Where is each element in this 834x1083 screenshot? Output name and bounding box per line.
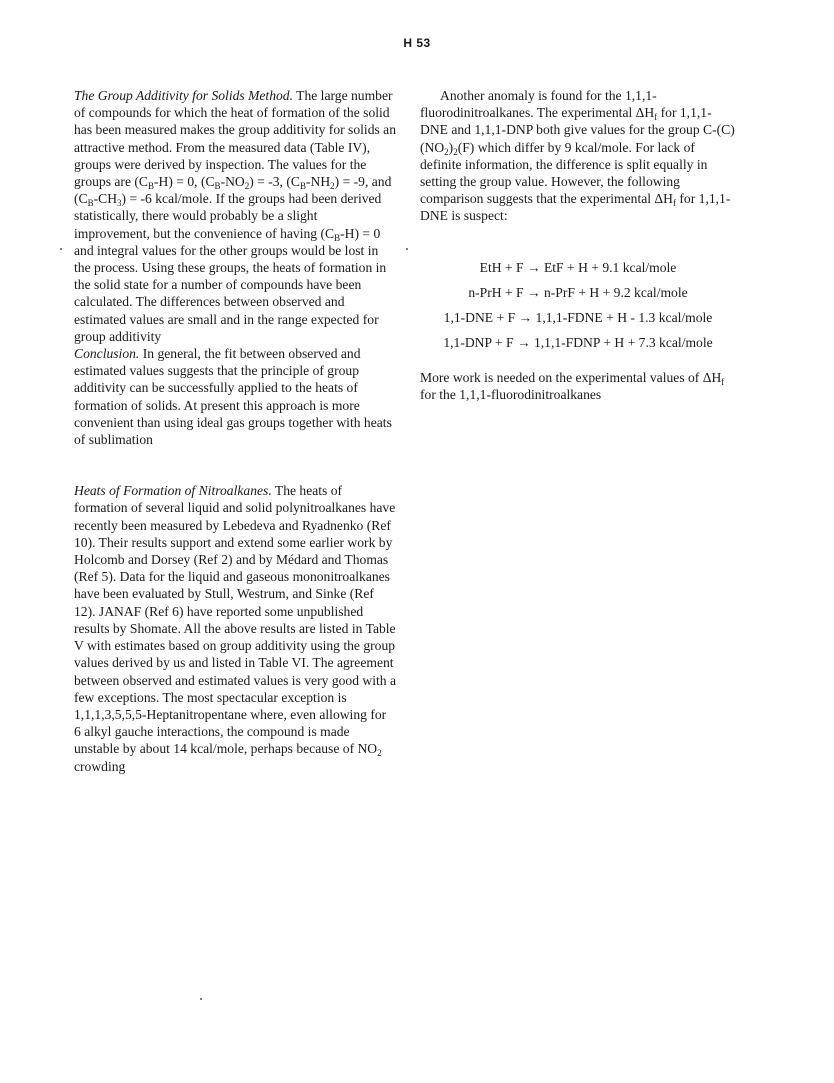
text-run: crowding — [74, 758, 126, 774]
text-run: ) = -6 kcal/mole. If the groups had been derived statistically, there would probably be a slight improvement, but the convenience of having (C — [74, 191, 382, 241]
subscript: 2 — [377, 748, 382, 759]
equation-block — [420, 255, 736, 355]
section-title-nitroalkanes: Heats of Formation of Nitroalkanes. — [74, 483, 272, 499]
text-run: Another anomaly is found for the 1,1,1-fluorodinitroalkanes. The experimental ΔH — [420, 88, 657, 121]
subscript: B — [299, 181, 306, 192]
scan-speck — [60, 248, 62, 250]
subscript: B — [87, 198, 94, 209]
paragraph-conclusion — [74, 345, 396, 448]
page-number: H 53 — [403, 36, 431, 50]
scan-speck — [406, 248, 408, 250]
subscript: 3 — [117, 198, 122, 209]
subscript: 2 — [244, 181, 250, 192]
text-run: -NO — [220, 174, 245, 190]
section-title-conclusion: Conclusion. — [74, 346, 140, 362]
right-column — [420, 87, 736, 403]
text-run: The heats of formation of several liquid and solid polynitroalkanes have recently been measured by Lebedeva and Ryadnenko (Ref 10). Their results support and extend some earlier work by Holcomb and Dorsey (Ref 2) and by Médard and Thomas (Ref 5). Data for the liquid and gaseous mononitroalkanes have been evaluated by Stull, Westrum, and Sinke (Ref 12). JANAF (Ref 6) have reported some unpublished results by Shomate. All the above results are listed in Table V with estimates based on group additivity using the group values derived by us and listed in Table VI. The agreement between observed and estimated values is very good with a few exceptions. The most spectacular exception is 1,1,1,3,5,5,5-Heptanitropentane where, even allowing for 6 alkyl gauche interactions, the compound is made unstable by about 14 kcal/mole, perhaps because of NO — [74, 483, 397, 757]
text-run: -H) = 0 and integral values for the other groups would be lost in the process. Using these groups, the heats of formation in the solid state for a number of compounds have been calculated. The differences between observed and estimated values are small and in the range expected for group additivity — [74, 225, 387, 344]
equation-line: EtH + F → EtF + H + 9.1 kcal/mole — [479, 259, 677, 275]
text-run: -H) = 0, (C — [154, 174, 215, 190]
subscript: f — [673, 198, 676, 209]
text-run: (F) which differ by 9 kcal/mole. For lack of definite information, the difference is split equally in setting the group value. However, the following comparison suggests that the experimental ΔH — [420, 139, 708, 207]
text-run: In general, the fit between observed and estimated values suggests that the principle of group additivity can be successfully applied to the heats of formation of solids. At present this approach is more convenient than using ideal gas groups together with heats of sublimation — [74, 346, 392, 448]
subscript: B — [214, 181, 221, 192]
text-run: -CH — [93, 191, 118, 207]
subscript: 2 — [444, 146, 449, 157]
text-run: The large number of compounds for which the heat of formation of the solid has been measured makes the group additivity for solids an attractive method. From the measured data (Table IV), groups were derived by inspection. The values for the groups are (C — [74, 88, 397, 190]
subscript: f — [721, 376, 725, 387]
text-run: More work is needed on the experimental values of ΔH — [420, 369, 722, 385]
text-run: ) — [448, 139, 454, 155]
text-run: for the 1,1,1-fluorodinitroalkanes — [420, 386, 602, 402]
paragraph-nitroalkanes — [74, 482, 396, 774]
paragraph-group-additivity — [74, 87, 396, 345]
paragraph-more-work — [420, 369, 736, 403]
subscript: f — [654, 112, 658, 123]
text-run: for 1,1,1-DNE is suspect: — [420, 191, 731, 224]
text-run: -NH — [305, 174, 331, 190]
text-run: ) = -3, (C — [249, 174, 300, 190]
equation-line: 1,1-DNP + F → 1,1,1-FDNP + H + 7.3 kcal/mole — [443, 334, 713, 350]
equation-line: n-PrH + F → n-PrF + H + 9.2 kcal/mole — [468, 284, 688, 300]
paragraph-anomaly — [420, 87, 736, 225]
text-run: for 1,1,1-DNE and 1,1,1-DNP both give values for the group C-(C)(NO — [420, 105, 735, 155]
scan-speck — [200, 998, 202, 1000]
subscript: B — [148, 181, 155, 192]
section-title-group-additivity: The Group Additivity for Solids Method. — [74, 88, 293, 103]
paragraph-gap — [74, 448, 396, 482]
subscript: 2 — [330, 181, 335, 192]
text-run: ) = -9, and (C — [74, 174, 392, 207]
equation-line: 1,1-DNE + F → 1,1,1-FDNE + H - 1.3 kcal/mole — [443, 309, 713, 325]
subscript: B — [334, 232, 341, 243]
left-column — [74, 87, 396, 775]
subscript: 2 — [453, 146, 458, 157]
